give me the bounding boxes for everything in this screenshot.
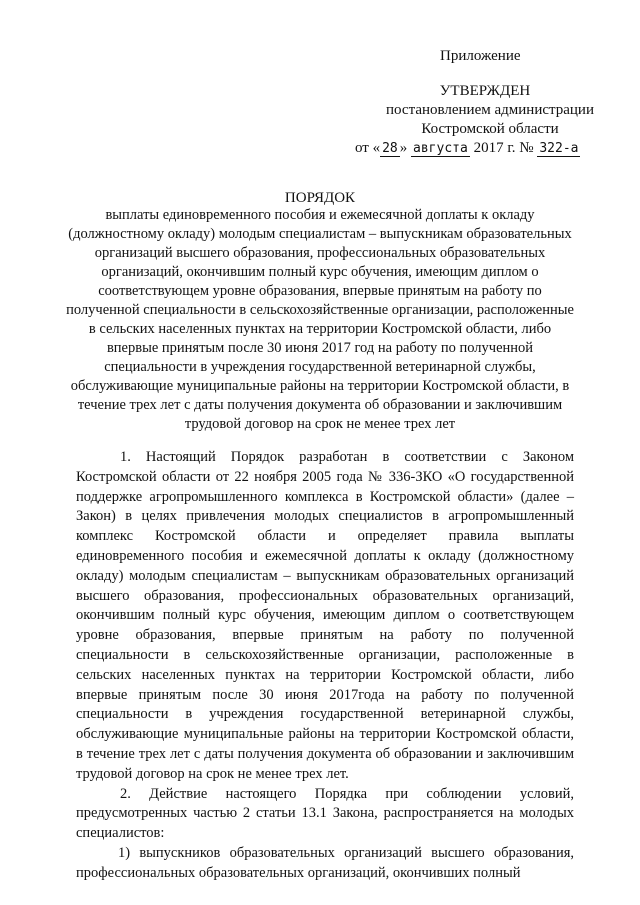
approved-by-line: постановлением администрации: [386, 102, 594, 118]
approval-date-line: [345, 139, 635, 158]
document-number: 322-а: [539, 141, 579, 156]
date-day: 28: [382, 141, 398, 156]
document-body: [76, 448, 574, 884]
appendix-label: Приложение: [440, 48, 521, 64]
document-title: ПОРЯДОК: [284, 190, 356, 206]
date-year: 2017 г. №: [469, 140, 538, 156]
date-prefix: от «: [355, 140, 381, 156]
approved-by-region: Костромской области: [421, 121, 559, 137]
approved-title: УТВЕРЖДЕН: [439, 83, 531, 99]
approval-block: [345, 82, 635, 158]
paragraph-2: 2. Действие настоящего Порядка при соблюдении условий, предусмотренных частью 2 статьи 13.1 Закона, распространяется на молодых специалистов:: [76, 785, 574, 842]
paragraph-1: 1. Настоящий Порядок разработан в соответствии с Законом Костромской области от 22 ноября 2005 года № 336-ЗКО «О государственной поддержке агропромышленного комплекса в Костромской области» (далее – Закон) в целях привлечения молодых специалистов в агропромышленный комплекс Костромской области и определяет правила выплаты единовременного пособия и ежемесячной доплаты к окладу (должностному окладу) молодым специалистам – выпускникам образовательных организаций высшего образования, профессиональных образовательных организаций, окончившим полный курс обучения, имеющим диплом о соответствующем уровне образования, впервые принятым на работу по полученной специальности в сельскохозяйственные организации, расположенные в сельских населенных пунктах на территории Костромской области, либо впервые принятым после 30 июня 2017года на работу по полученной специальности в учреждения государственной ветеринарной службы, обслуживающие муниципальные районы на территории Костромской области, в течение трех лет с даты получения документа об образовании и заключившим трудовой договор на срок не менее трех лет.: [76, 449, 574, 782]
date-mid: »: [399, 140, 412, 156]
date-month: августа: [413, 141, 468, 156]
subitem-1: 1) выпускников образовательных организаций высшего образования, профессиональных образовательных организаций, окончивших полный: [76, 844, 574, 881]
document-subtitle: выплаты единовременного пособия и ежемесячной доплаты к окладу (должностному окладу) молодым специалистам – выпускникам образовательных организаций высшего образования, профессиональных образовательных организаций, окончившим полный курс обучения, имеющим диплом о соответствующем уровне образования, впервые принятым на работу по полученной специальности в сельскохозяйственные организации, расположенные в сельских населенных пунктах на территории Костромской области, либо впервые принятым после 30 июня 2017 год на работу по полученной специальности в учреждения государственной ветеринарной службы, обслуживающие муниципальные районы на территории Костромской области, в течение трех лет с даты получения документа об образовании и заключившим трудовой договор на срок не менее трех лет: [66, 207, 574, 432]
